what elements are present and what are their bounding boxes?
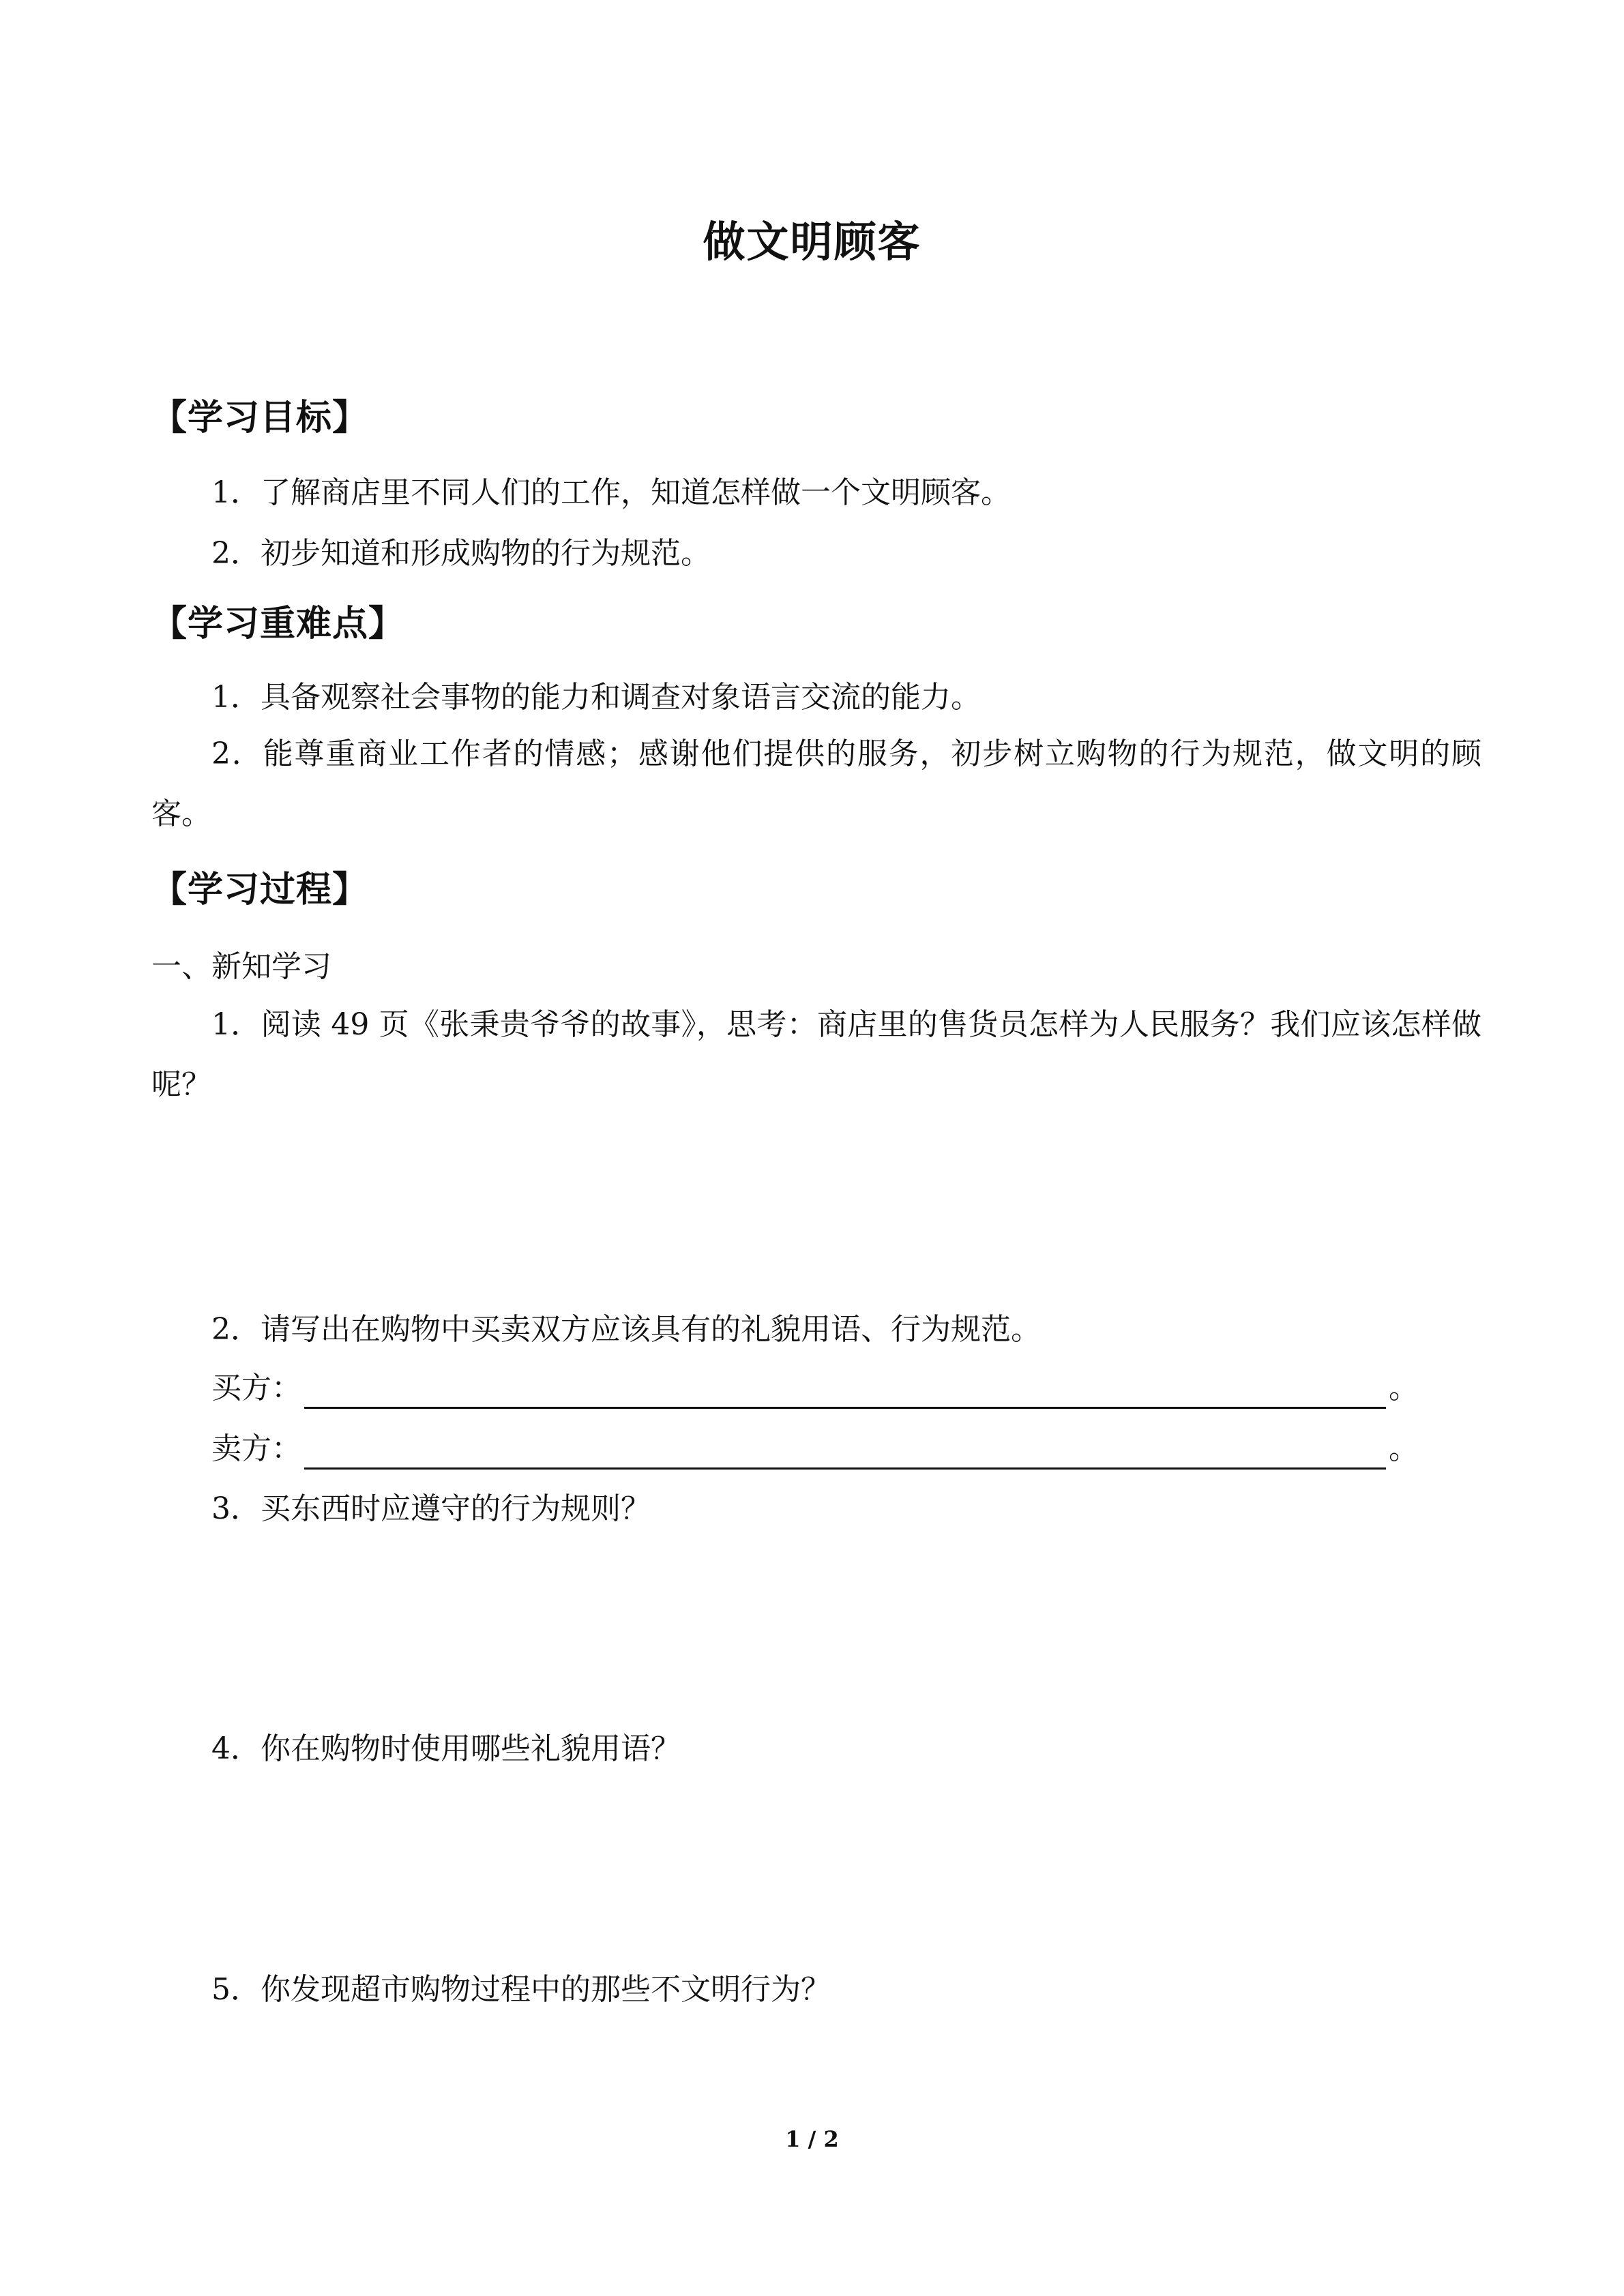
page-number: 1 / 2: [785, 2126, 839, 2152]
key-point-item-1: 1．具备观察社会事物的能力和调查对象语言交流的能力。: [211, 680, 981, 715]
heading-objectives: 【学习目标】: [151, 398, 369, 438]
buyer-fill-end: 。: [1389, 1371, 1419, 1405]
question-3: 3．买东西时应遵守的行为规则？: [211, 1491, 651, 1526]
heading-key-points: 【学习重难点】: [151, 603, 405, 644]
question-1: 1．阅读 49 页《张秉贵爷爷的故事》，思考：商店里的售货员怎样为人民服务？我们应该怎样做呢？: [151, 1007, 1481, 1102]
objective-item-1: 1．了解商店里不同人们的工作，知道怎样做一个文明顾客。: [211, 475, 1011, 510]
key-point-item-2: 2．能尊重商业工作者的情感；感谢他们提供的服务，初步树立购物的行为规范，做文明的顾客。: [151, 736, 1481, 831]
seller-fill-end: 。: [1389, 1431, 1419, 1466]
page-title: 做文明顾客: [703, 217, 921, 267]
subheading-new-knowledge: 一、新知学习: [151, 949, 331, 984]
seller-label: 卖方：: [211, 1431, 301, 1466]
question-2: 2．请写出在购物中买卖双方应该具有的礼貌用语、行为规范。: [211, 1312, 1041, 1347]
seller-answer-blank[interactable]: [304, 1435, 1386, 1470]
heading-process: 【学习过程】: [151, 869, 369, 910]
objective-item-2: 2．初步知道和形成购物的行为规范。: [211, 536, 711, 571]
question-4: 4．你在购物时使用哪些礼貌用语？: [211, 1731, 681, 1766]
buyer-label: 买方：: [211, 1371, 301, 1405]
seller-fill-row: [211, 1429, 1419, 1470]
buyer-answer-blank[interactable]: [304, 1374, 1386, 1409]
question-5: 5．你发现超市购物过程中的那些不文明行为？: [211, 1972, 831, 2007]
buyer-fill-row: [211, 1368, 1419, 1409]
